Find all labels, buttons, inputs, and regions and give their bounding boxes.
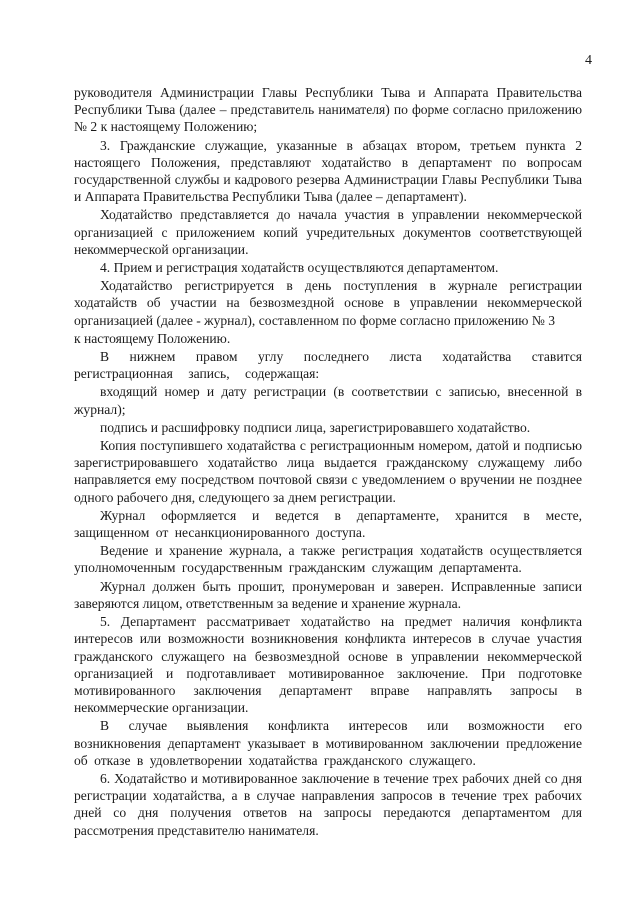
paragraph-journal-keeping: Журнал оформляется и ведется в департаменте, хранится в месте, защищенном от несанкционированного доступа.	[74, 507, 582, 541]
paragraph-registration: Ходатайство регистрируется в день поступления в журнале регистрации ходатайств об участии на безвозмездной основе в управлении некоммерческой организацией (далее - журнал), составленном по форме согласно приложению № 3	[74, 278, 582, 328]
document-body	[74, 84, 582, 840]
paragraph-item-5: 5. Департамент рассматривает ходатайство на предмет наличия конфликта интересов или возможности возникновения конфликта интересов в случае участия гражданского служащего на безвозмездной основе в управлении некоммерческой организацией и подготавливает мотивированное заключение. При подготовке мотивированного заключения департамент вправе направлять запросы в некоммерческие организации.	[74, 614, 582, 716]
paragraph-journal-maintenance: Ведение и хранение журнала, а также регистрация ходатайств осуществляется уполномоченным государственным гражданским служащим департамента.	[74, 543, 582, 576]
paragraph-copy-issue: Копия поступившего ходатайства с регистрационным номером, датой и подписью зарегистрировавшего ходатайство лица выдается гражданскому служащему либо направляется ему посредством почтовой связи с уведомлением о вручении не позднее одного рабочего дня, следующего за днем регистрации.	[74, 438, 582, 505]
paragraph-petition-submission: Ходатайство представляется до начала участия в управлении некоммерческой организацией с приложением копий учредительных документов соответствующей некоммерческой организации.	[74, 207, 582, 257]
paragraph-item-3: 3. Гражданские служащие, указанные в абзацах втором, третьем пункта 2 настоящего Положения, представляют ходатайство в департамент по вопросам государственной службы и кадрового резерва Администрации Главы Республики Тыва и Аппарата Правительства Республики Тыва (далее – департамент).	[74, 137, 582, 205]
page-number: 4	[585, 53, 592, 68]
paragraph-signature: подпись и расшифровку подписи лица, зарегистрировавшего ходатайство.	[100, 419, 531, 435]
paragraph-item-6: 6. Ходатайство и мотивированное заключение в течение трех рабочих дней со дня регистрации ходатайства, а в случае направления запросов в течение трех рабочих дней со дня получения ответов на запросы передаются департаментом для рассмотрения представителю нанимателя.	[74, 770, 582, 838]
paragraph-item-4: 4. Прием и регистрация ходатайств осуществляются департаментом.	[100, 260, 499, 276]
paragraph-incoming-number: входящий номер и дату регистрации (в соответствии с записью, внесенной в журнал);	[74, 384, 582, 417]
paragraph-conflict-case: В случае выявления конфликта интересов или возможности его возникновения департамент указывает в мотивированном заключении предложение об отказе в удовлетворении ходатайства гражданского служащего.	[74, 718, 582, 768]
paragraph-registration-tail: к настоящему Положению.	[74, 330, 231, 346]
paragraph-journal-binding: Журнал должен быть прошит, пронумерован и заверен. Исправленные записи заверяются лицом, ответственным за ведение и хранение журнала.	[74, 578, 582, 611]
paragraph-continuation: руководителя Администрации Главы Республики Тыва и Аппарата Правительства Республики Тыва (далее – представитель нанимателя) по форме согласно приложению № 2 к настоящему Положению;	[74, 85, 582, 135]
paragraph-registration-record: В нижнем правом углу последнего листа ходатайства ставится регистрационная запись, содержащая:	[74, 349, 582, 382]
